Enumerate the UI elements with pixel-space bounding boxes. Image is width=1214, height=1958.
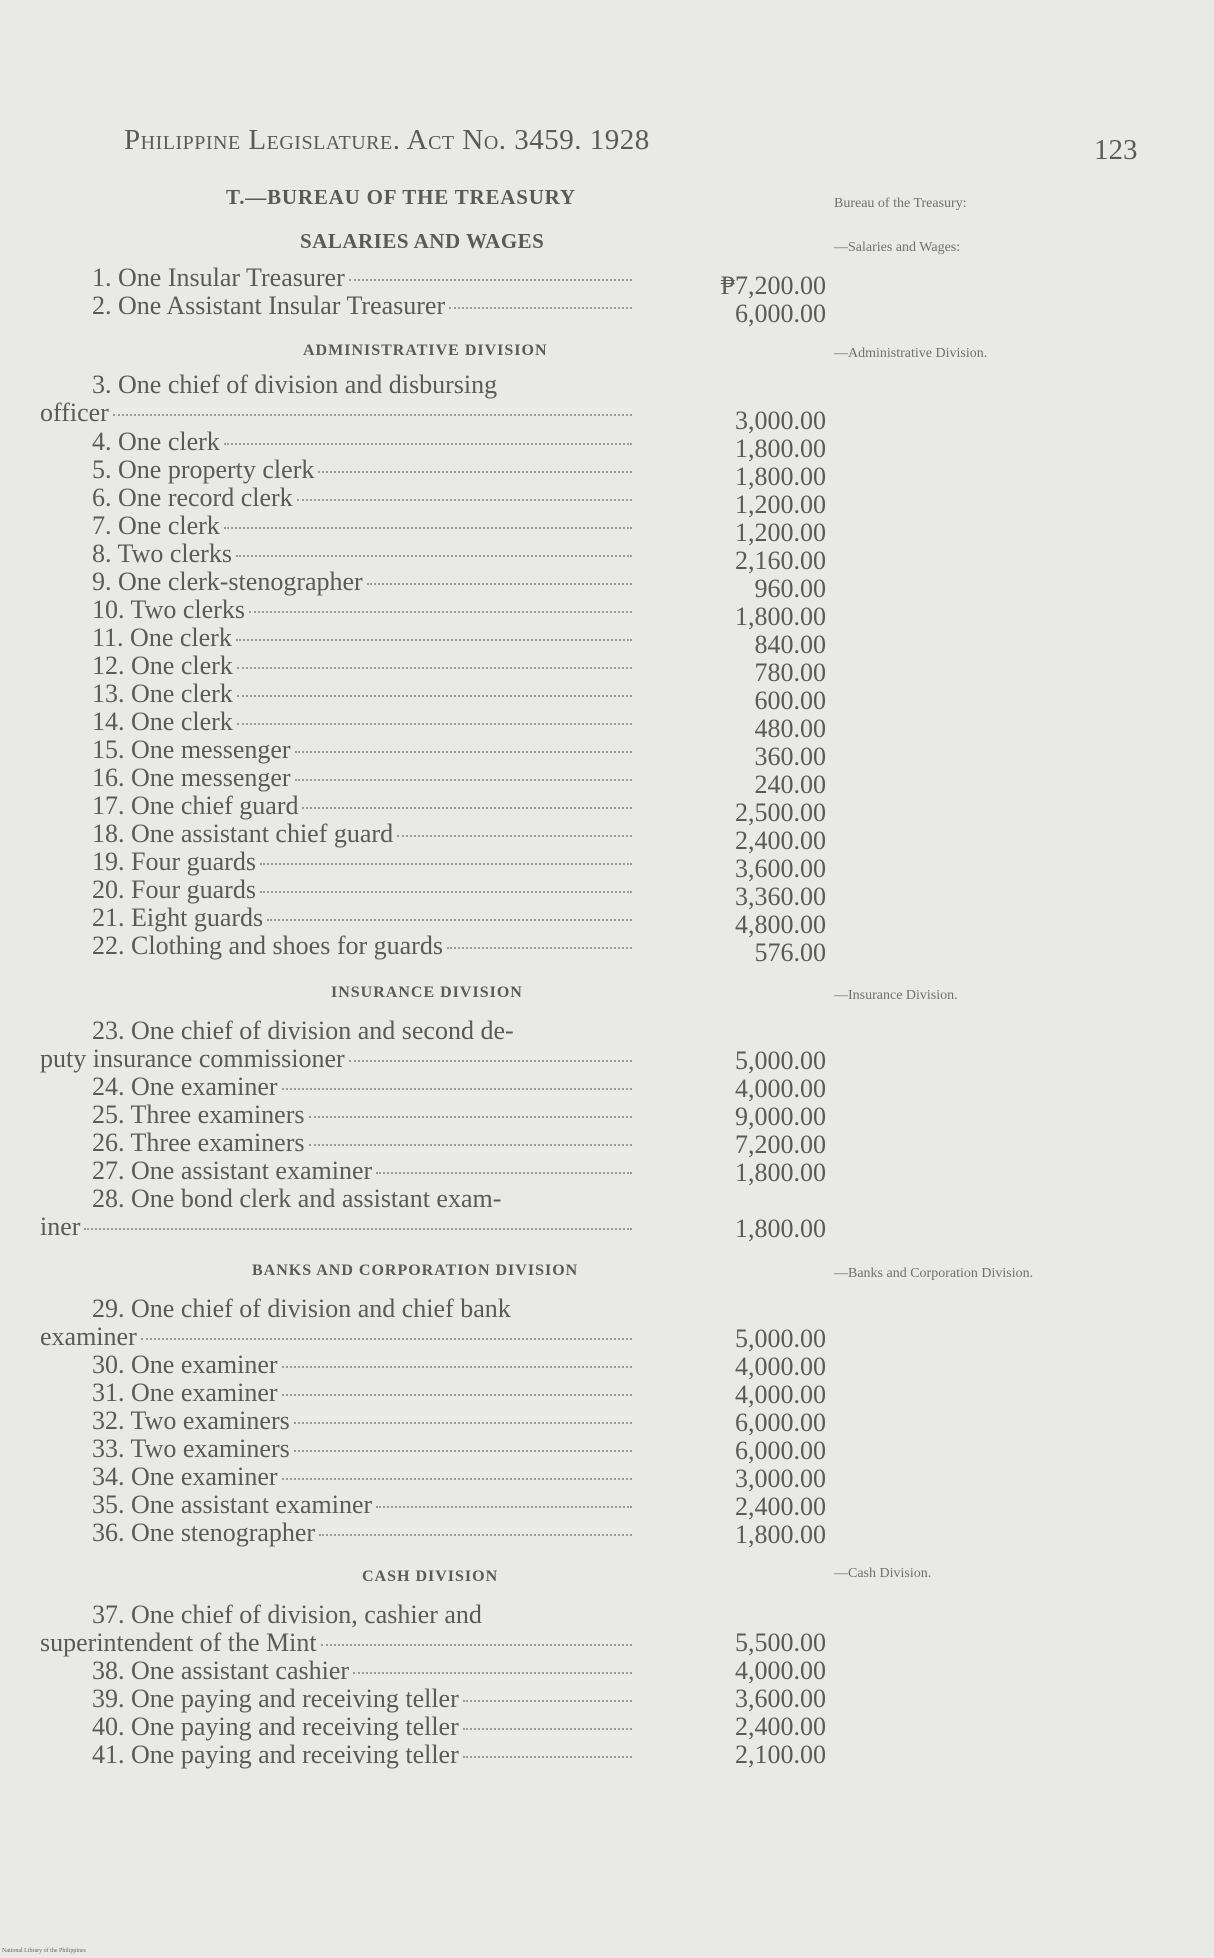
- leader-dots: [237, 722, 632, 725]
- margin-note-banks: —Banks and Corporation Division.: [834, 1266, 1034, 1281]
- amount: 3,000.00: [735, 406, 826, 435]
- item-number: 24.: [92, 1072, 125, 1101]
- list-item: superintendent of the Mint: [40, 1628, 636, 1658]
- item-number: 39.: [92, 1684, 125, 1713]
- leader-dots: [224, 526, 632, 529]
- item-number: 41.: [92, 1740, 125, 1769]
- list-item: [40, 483, 636, 513]
- leader-dots: [295, 778, 632, 781]
- list-item: [40, 931, 636, 961]
- item-text: One paying and receiving teller: [131, 1684, 459, 1713]
- item-number: 17.: [92, 791, 125, 820]
- leader-dots: [353, 1671, 632, 1674]
- item-number: 19.: [92, 847, 125, 876]
- item-number: 14.: [92, 707, 125, 736]
- item-text: One paying and receiving teller: [131, 1712, 459, 1741]
- item-text: One clerk-stenographer: [118, 567, 363, 596]
- amount: 600.00: [754, 686, 826, 715]
- list-item: [40, 735, 636, 765]
- leader-dots: [294, 1421, 632, 1424]
- item-text: Three examiners: [130, 1100, 305, 1129]
- list-item: [40, 1128, 636, 1158]
- margin-note-salaries: —Salaries and Wages:: [834, 240, 961, 255]
- amount: 3,600.00: [735, 854, 826, 883]
- amount: 3,000.00: [735, 1464, 826, 1493]
- leader-dots: [319, 1533, 632, 1536]
- amount: 2,400.00: [735, 1492, 826, 1521]
- leader-dots: [282, 1477, 632, 1480]
- leader-dots: [376, 1171, 632, 1174]
- item-number: 31.: [92, 1378, 125, 1407]
- amount: 1,800.00: [735, 1158, 826, 1187]
- amount: 1,800.00: [735, 462, 826, 491]
- list-item: [40, 595, 636, 625]
- amount: 3,360.00: [735, 882, 826, 911]
- item-text: Two examiners: [130, 1406, 290, 1435]
- item-number: 5.: [92, 455, 112, 484]
- item-text: Three examiners: [130, 1128, 305, 1157]
- division-heading: CASH DIVISION: [362, 1568, 499, 1585]
- amount: 2,500.00: [735, 798, 826, 827]
- leader-dots: [282, 1365, 632, 1368]
- division-heading: ADMINISTRATIVE DIVISION: [303, 342, 548, 359]
- list-item: [40, 1406, 636, 1436]
- item-text-line: 28. One bond clerk and assistant exam-: [92, 1184, 502, 1213]
- item-number: 8.: [92, 539, 112, 568]
- margin-note-cash: —Cash Division.: [834, 1566, 932, 1581]
- item-number: 4.: [92, 427, 112, 456]
- section-subtitle: SALARIES AND WAGES: [300, 229, 545, 253]
- item-number: 34.: [92, 1462, 125, 1491]
- item-number: 27.: [92, 1156, 125, 1185]
- leader-dots: [237, 666, 632, 669]
- running-head: Philippine Legislature. Act No. 3459. 1928: [124, 124, 650, 156]
- leader-dots: [237, 694, 632, 697]
- item-text: One examiner: [131, 1350, 278, 1379]
- item-number: 18.: [92, 819, 125, 848]
- item-number: 33.: [92, 1434, 125, 1463]
- amount: 4,000.00: [735, 1352, 826, 1381]
- list-item: [40, 1156, 636, 1186]
- item-number: 32.: [92, 1406, 125, 1435]
- leader-dots: [249, 610, 632, 613]
- item-text: One clerk: [118, 511, 220, 540]
- list-item: officer: [40, 398, 636, 428]
- leader-dots: [236, 638, 632, 641]
- item-text: One messenger: [131, 735, 291, 764]
- amount: 1,200.00: [735, 490, 826, 519]
- item-number: 26.: [92, 1128, 125, 1157]
- item-text: One clerk: [131, 707, 233, 736]
- item-number: 22.: [92, 931, 125, 960]
- item-number: 16.: [92, 763, 125, 792]
- item-number: 10.: [92, 595, 125, 624]
- list-item: [40, 1434, 636, 1464]
- amount: 1,800.00: [735, 434, 826, 463]
- footer-credit: National Library of the Philippines: [2, 1948, 86, 1954]
- leader-dots: [282, 1393, 632, 1396]
- item-text: One assistant examiner: [131, 1490, 373, 1519]
- list-item: [40, 651, 636, 681]
- list-item: [40, 1350, 636, 1380]
- leader-dots: [463, 1755, 632, 1758]
- item-text: One examiner: [131, 1462, 278, 1491]
- item-text: Two clerks: [130, 595, 245, 624]
- amount: 1,800.00: [735, 602, 826, 631]
- list-item: [40, 1712, 636, 1742]
- item-number: 20.: [92, 875, 125, 904]
- list-item: 2. One Assistant Insular Treasurer: [40, 291, 636, 321]
- leader-dots: [463, 1727, 632, 1730]
- item-text: Two examiners: [130, 1434, 290, 1463]
- list-item: [40, 455, 636, 485]
- amount: 840.00: [754, 630, 826, 659]
- leader-dots: [260, 890, 632, 893]
- list-item: [40, 875, 636, 905]
- list-item: [40, 1740, 636, 1770]
- list-item: [40, 707, 636, 737]
- item-number: 7.: [92, 511, 112, 540]
- list-item: [40, 847, 636, 877]
- leader-dots: [463, 1699, 632, 1702]
- leader-dots: [397, 834, 632, 837]
- list-item: [40, 567, 636, 597]
- list-item: [40, 819, 636, 849]
- item-text: One chief guard: [131, 791, 299, 820]
- amount: 4,000.00: [735, 1656, 826, 1685]
- list-item: [40, 511, 636, 541]
- item-text: One stenographer: [131, 1518, 316, 1547]
- amount: 2,100.00: [735, 1740, 826, 1769]
- leader-dots: [318, 470, 632, 473]
- leader-dots: [267, 918, 632, 921]
- leader-dots: [224, 442, 632, 445]
- list-item: examiner: [40, 1322, 636, 1352]
- item-number: 38.: [92, 1656, 125, 1685]
- amount: 9,000.00: [735, 1102, 826, 1131]
- margin-note-admin: —Administrative Division.: [834, 346, 988, 361]
- item-text-line: 29. One chief of division and chief bank: [92, 1294, 511, 1323]
- amount: 5,500.00: [735, 1628, 826, 1657]
- amount: 4,000.00: [735, 1074, 826, 1103]
- item-number: 35.: [92, 1490, 125, 1519]
- item-number: 12.: [92, 651, 125, 680]
- list-item: [40, 427, 636, 457]
- list-item: [40, 1684, 636, 1714]
- item-number: 9.: [92, 567, 112, 596]
- leader-dots: [447, 946, 632, 949]
- item-text: Eight guards: [131, 903, 264, 932]
- item-number: 36.: [92, 1518, 125, 1547]
- amount: 576.00: [754, 938, 826, 967]
- item-number: 25.: [92, 1100, 125, 1129]
- item-text: One clerk: [130, 623, 232, 652]
- division-heading: BANKS AND CORPORATION DIVISION: [252, 1262, 579, 1279]
- amount: 960.00: [754, 574, 826, 603]
- section-title: T.—BUREAU OF THE TREASURY: [226, 185, 576, 209]
- list-item: [40, 679, 636, 709]
- amount: 4,800.00: [735, 910, 826, 939]
- amount: 3,600.00: [735, 1684, 826, 1713]
- leader-dots: [236, 554, 632, 557]
- leader-dots: [295, 750, 632, 753]
- leader-dots: [297, 498, 632, 501]
- item-text: Clothing and shoes for guards: [131, 931, 443, 960]
- item-number: 11.: [92, 623, 124, 652]
- amount: 1,200.00: [735, 518, 826, 547]
- amount: 5,000.00: [735, 1324, 826, 1353]
- amount: 6,000.00: [735, 1408, 826, 1437]
- item-number: 40.: [92, 1712, 125, 1741]
- item-text: One clerk: [131, 651, 233, 680]
- leader-dots: [367, 582, 632, 585]
- leader-dots: [302, 806, 632, 809]
- amount: 4,000.00: [735, 1380, 826, 1409]
- margin-note-bureau: Bureau of the Treasury:: [834, 196, 967, 211]
- list-item: puty insurance commissioner: [40, 1044, 636, 1074]
- leader-dots: [309, 1115, 633, 1118]
- list-item: [40, 1656, 636, 1686]
- item-text-line: 37. One chief of division, cashier and: [92, 1600, 482, 1629]
- amount: 1,800.00: [735, 1214, 826, 1243]
- item-number: 21.: [92, 903, 125, 932]
- item-text: One examiner: [131, 1072, 278, 1101]
- item-text: Four guards: [131, 847, 256, 876]
- item-text-line: 3. One chief of division and disbursing: [92, 370, 498, 399]
- item-number: 6.: [92, 483, 112, 512]
- amount: 7,200.00: [735, 1130, 826, 1159]
- item-text: One property clerk: [118, 455, 315, 484]
- list-item: [40, 1100, 636, 1130]
- amount: 2,160.00: [735, 546, 826, 575]
- amount: 6,000.00: [735, 1436, 826, 1465]
- amount: 240.00: [754, 770, 826, 799]
- list-item: [40, 763, 636, 793]
- amount: 360.00: [754, 742, 826, 771]
- amount: 780.00: [754, 658, 826, 687]
- leader-dots: [376, 1505, 632, 1508]
- amount: 5,000.00: [735, 1046, 826, 1075]
- list-item: [40, 623, 636, 653]
- page-number: 123: [1094, 134, 1138, 166]
- amount: ₱7,200.00: [720, 271, 826, 300]
- leader-dots: [294, 1449, 632, 1452]
- item-text: One clerk: [118, 427, 220, 456]
- list-item: [40, 1518, 636, 1548]
- amount: 480.00: [754, 714, 826, 743]
- item-text-line: 23. One chief of division and second de-: [92, 1016, 514, 1045]
- item-text: One examiner: [131, 1378, 278, 1407]
- item-text: Two clerks: [117, 539, 232, 568]
- item-number: 15.: [92, 735, 125, 764]
- list-item: [40, 1378, 636, 1408]
- list-item: 1. One Insular Treasurer: [40, 263, 636, 293]
- list-item: iner: [40, 1212, 636, 1242]
- leader-dots: [282, 1087, 632, 1090]
- list-item: [40, 903, 636, 933]
- amount: 6,000.00: [735, 299, 826, 328]
- item-text: One assistant cashier: [131, 1656, 350, 1685]
- margin-note-insurance: —Insurance Division.: [834, 988, 958, 1003]
- item-text: Four guards: [131, 875, 256, 904]
- amount: 2,400.00: [735, 826, 826, 855]
- list-item: [40, 1462, 636, 1492]
- item-text: One clerk: [131, 679, 233, 708]
- leader-dots: [260, 862, 632, 865]
- list-item: [40, 539, 636, 569]
- item-text: One record clerk: [118, 483, 293, 512]
- list-item: [40, 1072, 636, 1102]
- item-text: One paying and receiving teller: [131, 1740, 459, 1769]
- amount: 2,400.00: [735, 1712, 826, 1741]
- item-text: One messenger: [131, 763, 291, 792]
- item-text: One assistant chief guard: [131, 819, 394, 848]
- item-number: 13.: [92, 679, 125, 708]
- division-heading: INSURANCE DIVISION: [331, 984, 523, 1001]
- leader-dots: [309, 1143, 633, 1146]
- list-item: [40, 791, 636, 821]
- list-item: [40, 1490, 636, 1520]
- amount: 1,800.00: [735, 1520, 826, 1549]
- item-number: 30.: [92, 1350, 125, 1379]
- item-text: One assistant examiner: [131, 1156, 373, 1185]
